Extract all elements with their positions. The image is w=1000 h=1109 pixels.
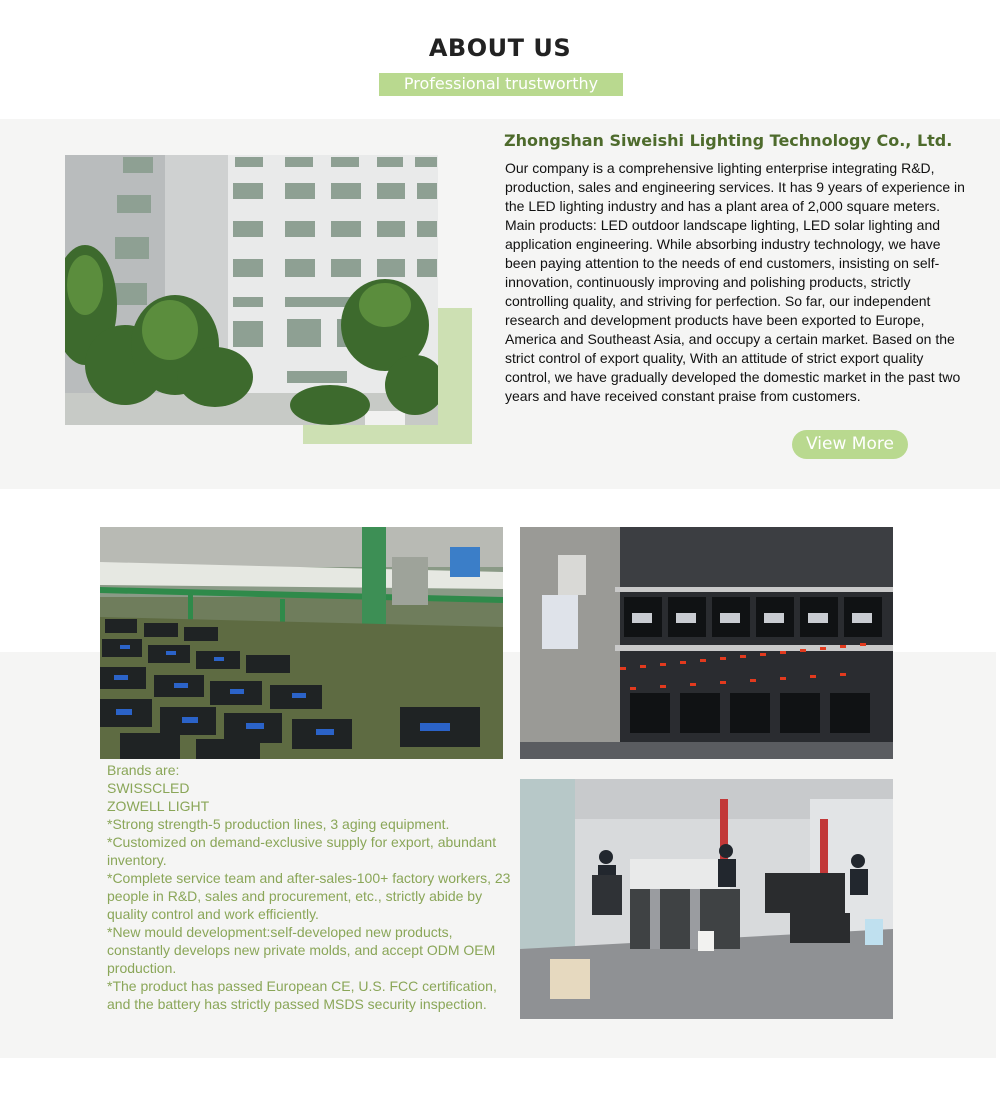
aging-equipment-photo [520, 527, 893, 759]
view-more-button[interactable]: View More [792, 430, 908, 459]
office-photo [520, 779, 893, 1019]
page-subtitle: Professional trustworthy [379, 73, 623, 96]
features-list [107, 761, 517, 1013]
page-title: ABOUT US [428, 34, 572, 62]
feature-line-brand-zowell: ZOWELL LIGHT [107, 798, 210, 814]
feature-line-certification: *The product has passed European CE, U.S. FCC certification, and the battery has strictly passed MSDS security inspection. [107, 978, 497, 1012]
production-line-photo [100, 527, 503, 759]
feature-line-customized: *Customized on demand-exclusive supply for export, abundant inventory. [107, 834, 497, 868]
feature-line-brands-heading: Brands are: [107, 762, 180, 778]
feature-line-service-team: *Complete service team and after-sales-100+ factory workers, 23 people in R&D, sales and procurement, etc., strictly abide by quality control and work efficiently. [107, 870, 511, 922]
feature-line-production-lines: *Strong strength-5 production lines, 3 aging equipment. [107, 816, 450, 832]
feature-line-mould-development: *New mould development:self-developed new products, constantly develops new private molds, and accept ODM OEM production. [107, 924, 496, 976]
company-name: Zhongshan Siweishi Lighting Technology Co., Ltd. [504, 131, 953, 150]
feature-line-brand-swisscled: SWISSCLED [107, 780, 190, 796]
factory-building-photo [65, 155, 438, 425]
company-description: Our company is a comprehensive lighting enterprise integrating R&D, production, sales and engineering services. It has 9 years of experience in the LED lighting industry and has a plant area of 2,000 square meters. Main products: LED outdoor landscape lighting, LED solar lighting and application engineering. While absorbing industry technology, we have been paying attention to the needs of end customers, insisting on self-innovation, continuously improving and polishing products, strictly controlling quality, and striving for perfection. So far, our independent research and development products have been exported to Europe, America and Southeast Asia, and occupy a certain market. Based on the strict control of export quality, With an attitude of strict export quality control, we have gradually developed the domestic market in the past two years and have received constant praise from customers. [505, 160, 965, 404]
